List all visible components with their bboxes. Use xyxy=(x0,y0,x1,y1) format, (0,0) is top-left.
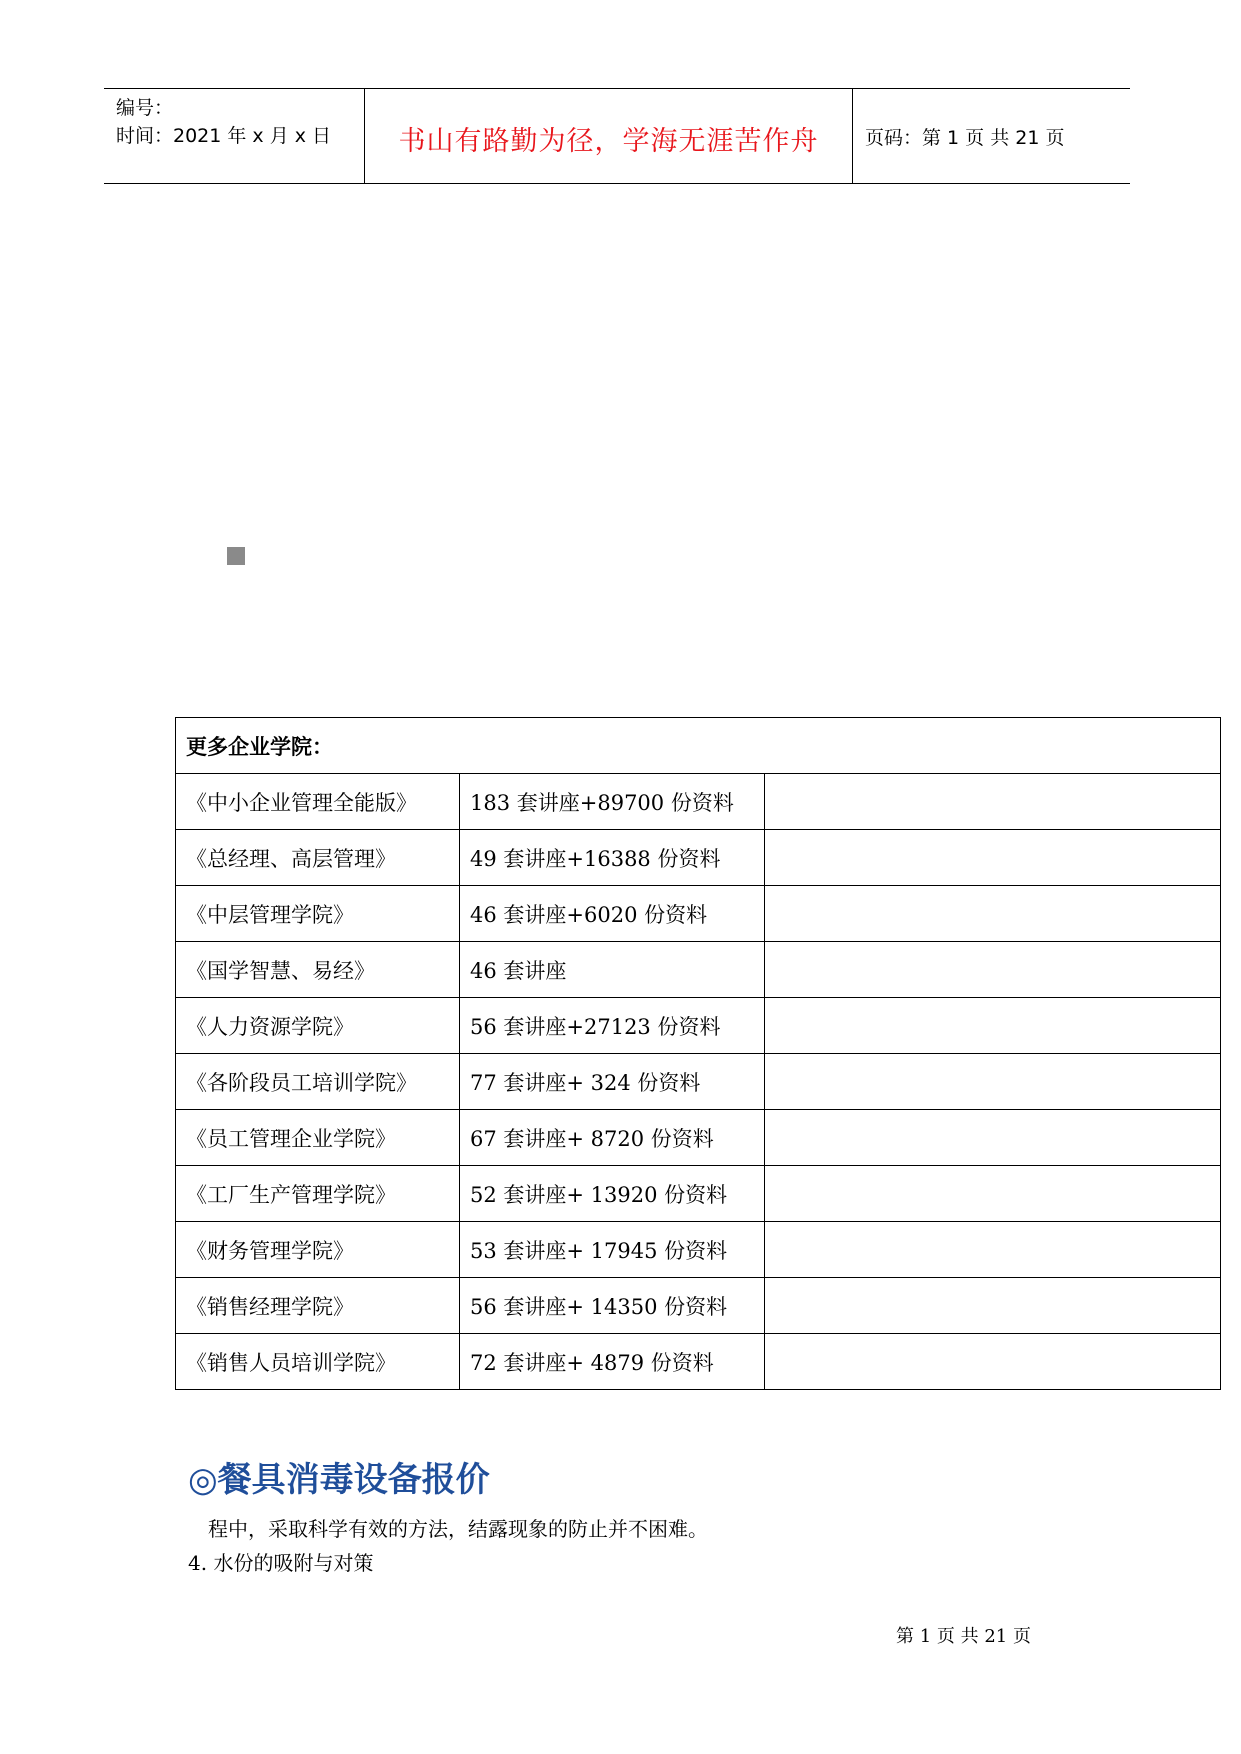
table-row xyxy=(176,1166,1221,1222)
academy-content-cell: 77 套讲座+ 324 份资料 xyxy=(460,1054,765,1110)
academy-extra-cell xyxy=(765,1166,1221,1222)
academy-content-cell: 53 套讲座+ 17945 份资料 xyxy=(460,1222,765,1278)
header-page-cell xyxy=(853,89,1130,183)
academy-extra-cell xyxy=(765,774,1221,830)
academy-content-cell: 49 套讲座+16388 份资料 xyxy=(460,830,765,886)
table-row xyxy=(176,886,1221,942)
table-title: 更多企业学院： xyxy=(176,718,1221,774)
academy-name-cell: 《销售经理学院》 xyxy=(176,1278,460,1334)
academy-extra-cell xyxy=(765,942,1221,998)
section-title: ◎餐具消毒设备报价 xyxy=(188,1460,490,1500)
academy-extra-cell xyxy=(765,1054,1221,1110)
list-item-heading: 4. 水份的吸附与对策 xyxy=(188,1551,374,1575)
academy-name-cell: 《各阶段员工培训学院》 xyxy=(176,1054,460,1110)
motto: 书山有路勤为径，学海无涯苦作舟 xyxy=(398,126,819,157)
broken-image-placeholder xyxy=(227,547,245,565)
academy-content-cell: 52 套讲座+ 13920 份资料 xyxy=(460,1166,765,1222)
academy-extra-cell xyxy=(765,998,1221,1054)
academy-name-cell: 《工厂生产管理学院》 xyxy=(176,1166,460,1222)
page-footer: 第 1 页 共 21 页 xyxy=(896,1626,1031,1647)
academy-extra-cell xyxy=(765,886,1221,942)
table-row xyxy=(176,774,1221,830)
academy-content-cell: 183 套讲座+89700 份资料 xyxy=(460,774,765,830)
academy-extra-cell xyxy=(765,1110,1221,1166)
academy-name-cell: 《销售人员培训学院》 xyxy=(176,1334,460,1390)
academy-extra-cell xyxy=(765,1222,1221,1278)
academy-content-cell: 72 套讲座+ 4879 份资料 xyxy=(460,1334,765,1390)
serial-label: 编号： xyxy=(116,97,174,119)
table-title-row xyxy=(176,718,1221,774)
page-code: 页码：第 1 页 共 21 页 xyxy=(865,127,1065,149)
academy-name-cell: 《中层管理学院》 xyxy=(176,886,460,942)
header-motto-cell xyxy=(365,89,853,183)
table-row xyxy=(176,998,1221,1054)
academy-name-cell: 《总经理、高层管理》 xyxy=(176,830,460,886)
academy-name-cell: 《人力资源学院》 xyxy=(176,998,460,1054)
academy-name-cell: 《中小企业管理全能版》 xyxy=(176,774,460,830)
academy-extra-cell xyxy=(765,1278,1221,1334)
academy-content-cell: 56 套讲座+27123 份资料 xyxy=(460,998,765,1054)
table-row xyxy=(176,1278,1221,1334)
academy-name-cell: 《员工管理企业学院》 xyxy=(176,1110,460,1166)
academy-table xyxy=(175,717,1221,1390)
table-row xyxy=(176,942,1221,998)
academy-name-cell: 《国学智慧、易经》 xyxy=(176,942,460,998)
academy-content-cell: 46 套讲座 xyxy=(460,942,765,998)
date-line: 时间：2021 年 x 月 x 日 xyxy=(116,125,332,147)
table-row xyxy=(176,1110,1221,1166)
academy-content-cell: 67 套讲座+ 8720 份资料 xyxy=(460,1110,765,1166)
academy-content-cell: 46 套讲座+6020 份资料 xyxy=(460,886,765,942)
header-meta-cell xyxy=(104,89,365,183)
page-header xyxy=(104,88,1130,184)
academy-extra-cell xyxy=(765,830,1221,886)
academy-extra-cell xyxy=(765,1334,1221,1390)
table-row xyxy=(176,1334,1221,1390)
academy-content-cell: 56 套讲座+ 14350 份资料 xyxy=(460,1278,765,1334)
body-paragraph: 程中，采取科学有效的方法，结露现象的防止并不困难。 xyxy=(208,1517,708,1541)
table-row xyxy=(176,1222,1221,1278)
table-row xyxy=(176,1054,1221,1110)
table-row xyxy=(176,830,1221,886)
academy-name-cell: 《财务管理学院》 xyxy=(176,1222,460,1278)
